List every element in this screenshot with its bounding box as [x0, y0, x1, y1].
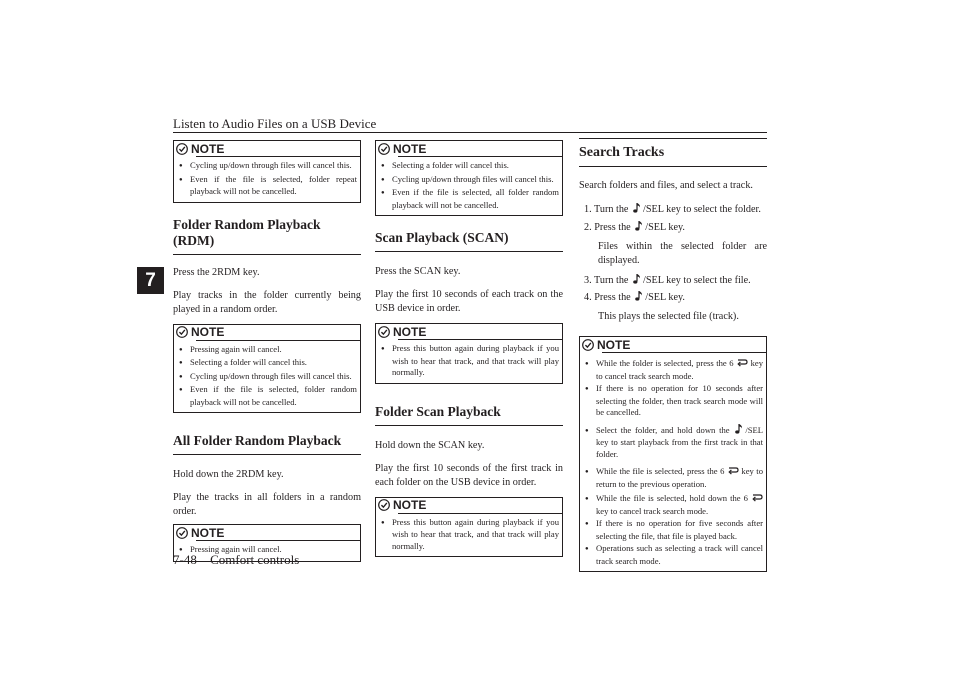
paragraph: Hold down the 2RDM key.: [173, 469, 284, 480]
note-rule: [602, 352, 766, 353]
note-item: ● Press this button again during playback if you wish to hear that track, and that track will play normally.: [381, 343, 559, 379]
note-box: [173, 324, 361, 414]
page-number: 7-48: [173, 552, 197, 567]
section-title-folder-scan: Folder Scan Playback: [375, 404, 563, 426]
note-check-icon: [176, 143, 188, 155]
section-title-scan: Scan Playback (SCAN): [375, 230, 563, 252]
note-rule: [196, 156, 360, 157]
music-note-icon: [633, 220, 645, 232]
return-icon: [751, 491, 763, 503]
section-title-search: Search Tracks: [579, 138, 767, 167]
paragraph: Play the tracks in all folders in a random order.: [173, 492, 361, 517]
note-rule: [398, 513, 562, 514]
note-item: ● Operations such as selecting a track will cancel track search mode.: [585, 543, 763, 567]
note-check-icon: [378, 326, 390, 338]
note-item: ● While the file is selected, press the 6 key to return to the previous operation.: [585, 464, 763, 490]
note-check-icon: [582, 339, 594, 351]
note-item: ● Cycling up/down through files will cancel this.: [179, 371, 357, 384]
note-box: [173, 140, 361, 203]
note-rule: [196, 340, 360, 341]
column-1: [173, 140, 361, 562]
section-title-rdm: Folder Random Playback (RDM): [173, 217, 361, 255]
note-rule: [398, 339, 562, 340]
note-check-icon: [378, 143, 390, 155]
note-item: ● While the folder is selected, press the 6 key to cancel track search mode.: [585, 356, 763, 382]
note-box: [375, 497, 563, 558]
note-check-icon: [176, 527, 188, 539]
note-item: ● Selecting a folder will cancel this.: [381, 160, 559, 173]
paragraph: Press the 2RDM key.: [173, 266, 260, 278]
note-label: NOTE: [393, 324, 427, 339]
page-footer: [173, 552, 309, 568]
note-rule: [398, 156, 562, 157]
note-item: ● Cycling up/down through files will cancel this.: [381, 174, 559, 187]
note-label: NOTE: [191, 525, 225, 540]
section-tab: 7: [137, 267, 164, 294]
note-rule: [196, 540, 360, 541]
return-icon: [727, 464, 739, 476]
note-check-icon: [378, 499, 390, 511]
note-item: ● If there is no operation for 10 seconds after selecting the folder, then track search mode will be cancelled.: [585, 383, 763, 419]
music-note-icon: [633, 290, 645, 302]
page-header-title: Listen to Audio Files on a USB Device: [173, 116, 377, 131]
note-box: [375, 323, 563, 384]
note-item: ● Even if the file is selected, folder repeat playback will not be cancelled.: [179, 174, 357, 198]
header-rule: [173, 132, 767, 133]
note-label: NOTE: [191, 325, 225, 339]
step-2-detail: Files within the selected folder are displayed.: [598, 241, 767, 266]
return-icon: [736, 356, 748, 368]
step-1: 1. Turn the /SEL key to select the folder.: [584, 204, 761, 215]
paragraph: Search folders and files, and select a track.: [579, 180, 753, 191]
section-title-all-random: All Folder Random Playback: [173, 433, 361, 455]
step-4-detail: This plays the selected file (track).: [598, 311, 739, 322]
music-note-icon: [631, 273, 643, 285]
note-item: ● Even if the file is selected, all folder random playback will not be cancelled.: [381, 187, 559, 211]
note-label: NOTE: [393, 498, 427, 512]
step-3: 3. Turn the /SEL key to select the file.: [584, 275, 751, 286]
note-label: NOTE: [191, 141, 225, 156]
paragraph: Play the first 10 seconds of each track on the USB device in order.: [375, 289, 563, 314]
note-box: [375, 140, 563, 216]
note-box: [579, 336, 767, 572]
note-label: NOTE: [393, 141, 427, 156]
note-label: NOTE: [597, 337, 631, 352]
note-item: ● Press this button again during playback if you wish to hear that track, and that track will play normally.: [381, 517, 559, 553]
note-item: ● If there is no operation for five seconds after selecting the file, that file is played back.: [585, 518, 763, 542]
note-item: ● Even if the file is selected, folder random playback will not be cancelled.: [179, 384, 357, 408]
note-item: ● While the file is selected, hold down the 6 key to cancel track search mode.: [585, 491, 763, 517]
paragraph: Press the SCAN key.: [375, 266, 461, 277]
note-item: ● Pressing again will cancel.: [179, 544, 357, 557]
step-4: 4. Press the /SEL key.: [584, 292, 685, 303]
chapter-name: Comfort controls: [210, 552, 300, 567]
column-2: [375, 140, 563, 557]
music-note-icon: [631, 202, 643, 214]
note-item: ● Selecting a folder will cancel this.: [179, 357, 357, 370]
note-item: ● Select the folder, and hold down the /SEL key to start playback from the first track in that folder.: [585, 423, 763, 461]
column-3: [579, 138, 767, 572]
paragraph: Play tracks in the folder currently being played in a random order.: [173, 289, 361, 315]
note-item: ● Pressing again will cancel.: [179, 344, 357, 357]
note-item: ● Cycling up/down through files will cancel this.: [179, 160, 357, 173]
note-check-icon: [176, 326, 188, 338]
step-2: 2. Press the /SEL key.: [584, 222, 685, 233]
music-note-icon: [733, 423, 745, 435]
paragraph: Hold down the SCAN key.: [375, 439, 485, 451]
paragraph: Play the first 10 seconds of the first track in each folder on the USB device in order.: [375, 462, 563, 488]
